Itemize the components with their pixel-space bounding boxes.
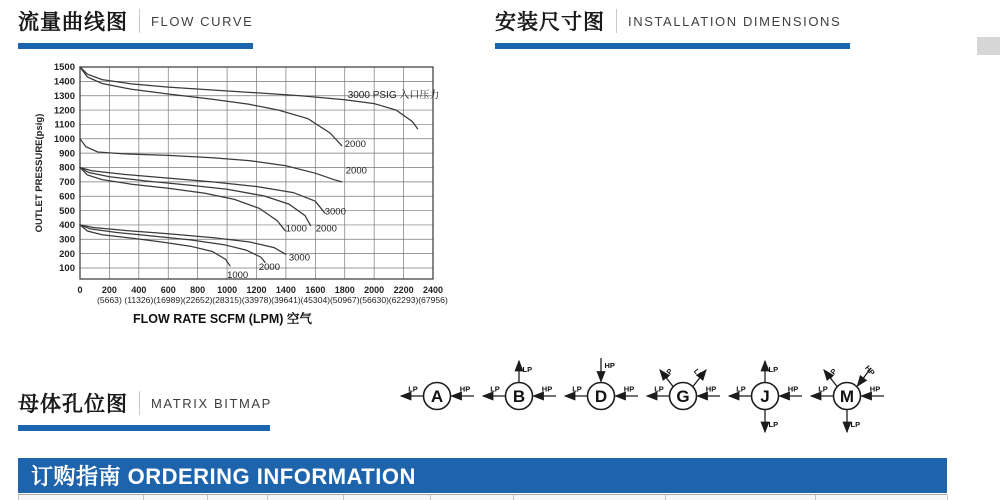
matrix-diagram-D — [560, 356, 642, 444]
svg-text:LP: LP — [850, 420, 861, 429]
flow-curve-underline — [18, 43, 253, 49]
svg-text:800: 800 — [59, 162, 75, 174]
svg-text:1300: 1300 — [53, 90, 75, 102]
ordering-information-banner — [18, 458, 947, 493]
svg-text:LP: LP — [408, 384, 418, 394]
table-column-border — [343, 495, 344, 500]
table-column-border — [267, 495, 268, 500]
svg-text:HP: HP — [705, 384, 717, 394]
flow-curve-title-zh: 流量曲线图 — [18, 11, 128, 34]
svg-text:LP: LP — [691, 366, 705, 380]
svg-text:3000: 3000 — [324, 206, 346, 218]
svg-text:1800: 1800 — [334, 285, 355, 295]
svg-text:HP: HP — [541, 384, 553, 394]
table-column-border — [207, 495, 208, 500]
matrix-diagram-B — [478, 356, 560, 444]
svg-text:100: 100 — [59, 263, 75, 275]
svg-text:OUTLET PRESSURE(psig): OUTLET PRESSURE(psig) — [34, 113, 45, 233]
svg-text:200: 200 — [101, 285, 117, 295]
svg-text:HP: HP — [604, 361, 615, 370]
svg-text:1000: 1000 — [227, 269, 249, 281]
svg-text:(33978): (33978) — [241, 295, 272, 305]
svg-text:2000: 2000 — [258, 261, 280, 273]
svg-text:(39641): (39641) — [271, 295, 301, 305]
svg-text:1000: 1000 — [53, 133, 75, 145]
matrix-title-zh: 母体孔位图 — [18, 393, 128, 416]
header-divider — [139, 391, 140, 415]
svg-text:HP: HP — [787, 384, 799, 394]
svg-text:400: 400 — [131, 285, 147, 295]
matrix-diagram-M — [806, 356, 888, 444]
svg-text:LP: LP — [490, 384, 500, 394]
svg-text:G: G — [676, 387, 690, 406]
svg-text:LP: LP — [825, 366, 839, 380]
svg-text:3000 PSIG 入口压力: 3000 PSIG 入口压力 — [347, 89, 440, 101]
svg-text:LP: LP — [818, 384, 828, 394]
section-header-installation — [495, 6, 850, 49]
svg-text:LP: LP — [768, 365, 779, 374]
svg-text:LP: LP — [654, 384, 664, 394]
svg-text:2000: 2000 — [315, 223, 337, 235]
svg-text:1200: 1200 — [246, 285, 267, 295]
svg-text:LP: LP — [736, 384, 746, 394]
svg-text:HP: HP — [459, 384, 471, 394]
svg-text:700: 700 — [59, 177, 75, 189]
svg-text:J: J — [760, 387, 770, 406]
svg-text:300: 300 — [59, 234, 75, 246]
svg-text:HP: HP — [623, 384, 635, 394]
table-column-border — [665, 495, 666, 500]
ordering-information-title: 订购指南 ORDERING INFORMATION — [31, 464, 416, 489]
svg-text:1200: 1200 — [53, 105, 75, 117]
svg-text:1600: 1600 — [305, 285, 326, 295]
svg-text:HP: HP — [863, 363, 877, 378]
matrix-diagram-J — [724, 356, 806, 444]
svg-text:(62293): (62293) — [388, 295, 419, 305]
svg-text:1400: 1400 — [53, 76, 75, 88]
header-divider — [616, 9, 617, 33]
installation-title-en: INSTALLATION DIMENSIONS — [628, 13, 842, 29]
table-column-border — [143, 495, 144, 500]
svg-text:(56630): (56630) — [359, 295, 389, 305]
svg-text:2400: 2400 — [422, 285, 444, 295]
svg-text:600: 600 — [160, 285, 176, 295]
svg-text:2000: 2000 — [364, 285, 385, 295]
table-column-border — [947, 495, 948, 500]
svg-text:(5663): (5663) — [96, 295, 122, 305]
section-header-matrix — [18, 388, 272, 431]
svg-text:HP: HP — [869, 384, 881, 394]
svg-text:LP: LP — [572, 384, 582, 394]
svg-text:2000: 2000 — [345, 165, 367, 177]
matrix-title-en: MATRIX BITMAP — [151, 395, 272, 411]
table-column-border — [430, 495, 431, 500]
svg-text:1000: 1000 — [217, 285, 238, 295]
svg-text:(28315): (28315) — [212, 295, 242, 305]
svg-text:LP: LP — [661, 366, 675, 380]
svg-text:D: D — [594, 387, 608, 406]
svg-text:400: 400 — [59, 220, 75, 232]
flow-curve-chart — [0, 56, 470, 348]
svg-text:800: 800 — [190, 285, 206, 295]
matrix-underline — [18, 425, 270, 431]
svg-text:1000: 1000 — [285, 223, 307, 235]
svg-text:2000: 2000 — [344, 139, 366, 151]
svg-text:A: A — [430, 387, 444, 406]
matrix-diagram-A — [396, 356, 478, 444]
svg-text:500: 500 — [59, 205, 75, 217]
svg-text:1500: 1500 — [53, 62, 75, 74]
svg-text:3000: 3000 — [288, 252, 310, 264]
svg-text:1400: 1400 — [275, 285, 296, 295]
installation-title-zh: 安装尺寸图 — [495, 11, 605, 34]
ordering-table-fragment — [18, 494, 947, 500]
matrix-port-diagrams — [396, 356, 888, 444]
svg-text:(50967): (50967) — [329, 295, 360, 305]
table-column-border — [18, 495, 19, 500]
svg-text:B: B — [512, 387, 526, 406]
svg-text:(67956): (67956) — [418, 295, 448, 305]
matrix-diagram-G — [642, 356, 724, 444]
svg-text:900: 900 — [59, 148, 75, 160]
svg-text:1100: 1100 — [54, 119, 75, 131]
svg-text:LP: LP — [768, 420, 779, 429]
svg-text:(22652): (22652) — [182, 295, 213, 305]
svg-text:FLOW RATE SCFM (LPM) 空气: FLOW RATE SCFM (LPM) 空气 — [133, 312, 312, 326]
svg-text:(16989): (16989) — [153, 295, 184, 305]
svg-text:(11326): (11326) — [124, 295, 154, 305]
svg-text:M: M — [839, 387, 855, 406]
svg-text:(45304): (45304) — [300, 295, 331, 305]
section-header-flow-curve — [18, 6, 253, 49]
flow-curve-title-en: FLOW CURVE — [151, 13, 254, 29]
svg-text:0: 0 — [77, 285, 83, 295]
header-divider — [139, 9, 140, 33]
svg-text:2200: 2200 — [393, 285, 414, 295]
svg-text:LP: LP — [522, 365, 533, 374]
svg-text:600: 600 — [59, 191, 75, 203]
scrollbar-fragment[interactable] — [977, 37, 1000, 55]
svg-text:200: 200 — [59, 248, 75, 260]
table-column-border — [513, 495, 514, 500]
installation-underline — [495, 43, 850, 49]
table-column-border — [815, 495, 816, 500]
